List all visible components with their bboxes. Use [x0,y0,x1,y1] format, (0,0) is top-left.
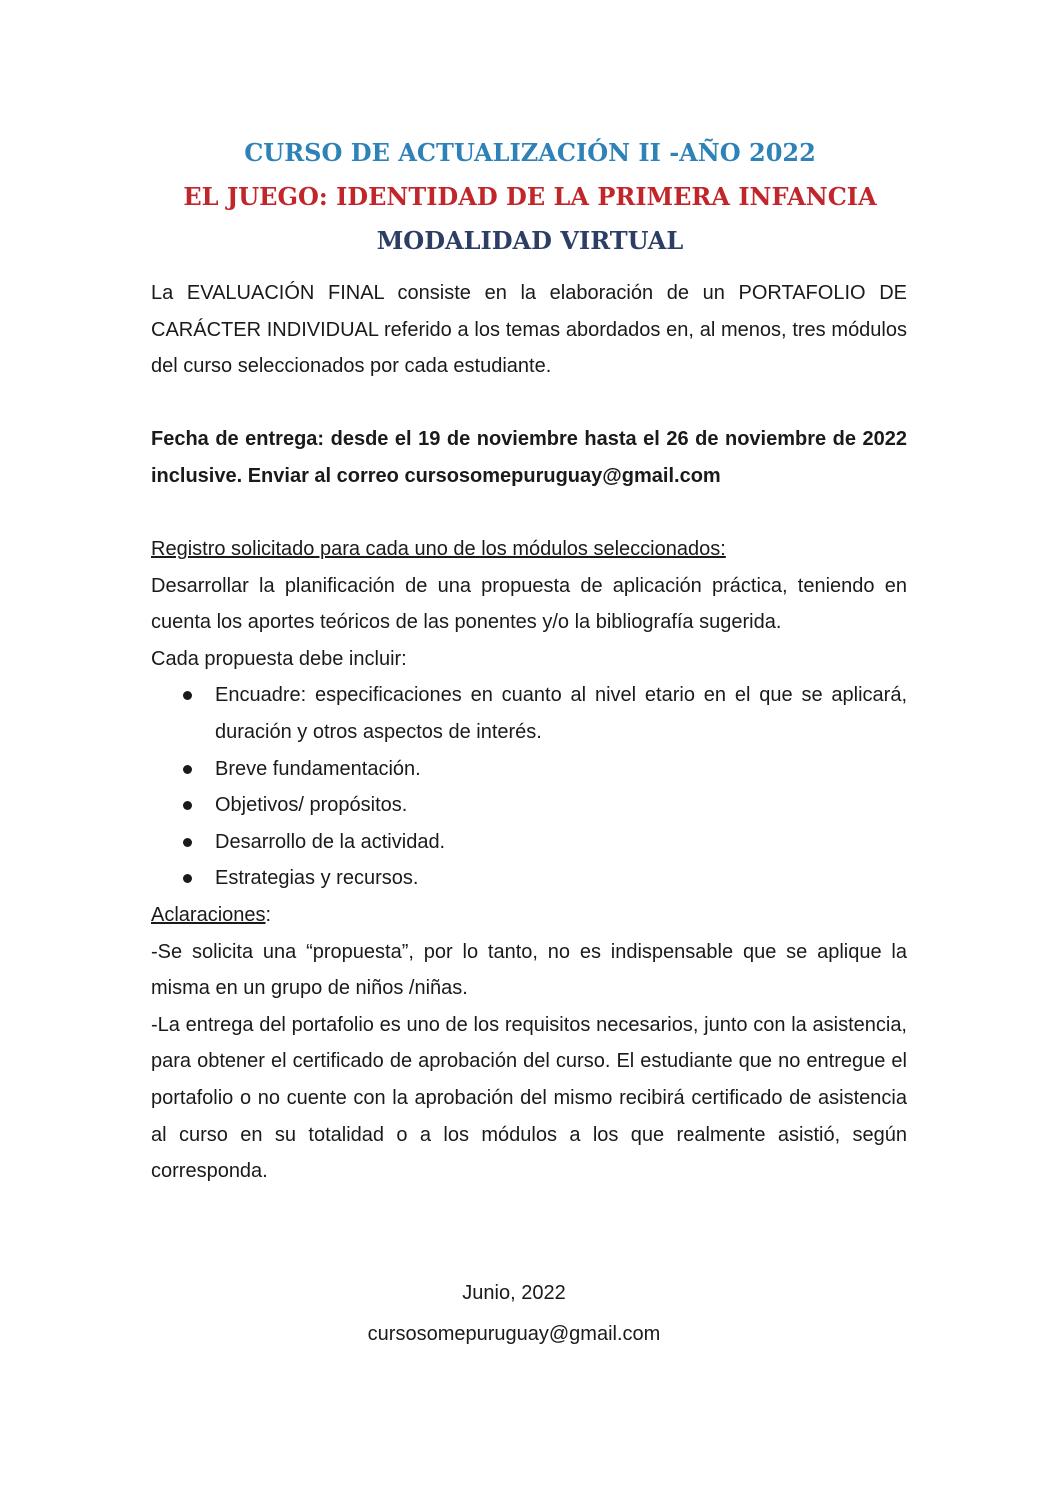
list-item: Objetivos/ propósitos. [151,787,907,824]
bullet-icon [183,765,192,774]
intro-section [151,275,907,385]
registro-heading: Registro solicitado para cada uno de los módulos seleccionados: [151,538,726,560]
list-item: Estrategias y recursos. [151,860,907,897]
list-item: Breve fundamentación. [151,751,907,788]
bullet-icon [183,874,192,883]
bullet-icon [183,691,192,700]
list-item: Desarrollo de la actividad. [151,824,907,861]
course-subtitle: EL JUEGO: IDENTIDAD DE LA PRIMERA INFANCIA [183,182,877,211]
course-modality: MODALIDAD VIRTUAL [376,226,684,255]
registro-section [151,531,907,1190]
footer-email: cursosomepuruguay@gmail.com [367,1323,661,1345]
delivery-section [151,421,907,494]
aclaraciones-paragraph-1: -Se solicita una “propuesta”, por lo tanto, no es indispensable que se aplique la misma en un grupo de niños /niñas. [151,940,907,1000]
bullet-icon [183,838,192,847]
footer-date: Junio, 2022 [462,1282,566,1304]
delivery-paragraph: Fecha de entrega: desde el 19 de noviembre hasta el 26 de noviembre de 2022 inclusive. Enviar al correo cursosomepuruguay@gmail.com [151,428,907,487]
aclaraciones-heading-line: Aclaraciones: [151,903,272,926]
course-title: CURSO DE ACTUALIZACIÓN II -AÑO 2022 [244,138,816,167]
list-item: Encuadre: especificaciones en cuanto al nivel etario en el que se aplicará, duración y otros aspectos de interés. [151,677,907,750]
intro-paragraph: La EVALUACIÓN FINAL consiste en la elaboración de un PORTAFOLIO DE CARÁCTER INDIVIDUAL referido a los temas abordados en, al menos, tres módulos del curso seleccionados por cada estudiante. [151,282,907,378]
aclaraciones-paragraph-2: -La entrega del portafolio es uno de los requisitos necesarios, junto con la asistencia, para obtener el certificado de aprobación del curso. El estudiante que no entregue el portafolio o no cuente con la aprobación del mismo recibirá certificado de asistencia al curso en su totalidad o a los módulos a los que realmente asistió, según corresponda. [151,1013,907,1183]
aclaraciones-heading: Aclaraciones [151,903,266,926]
list-intro: Cada propuesta debe incluir: [151,647,407,670]
requirements-list [151,677,907,897]
registro-paragraph: Desarrollar la planificación de una propuesta de aplicación práctica, teniendo en cuenta los aportes teóricos de las ponentes y/o la bibliografía sugerida. [151,574,907,634]
bullet-icon [183,801,192,810]
